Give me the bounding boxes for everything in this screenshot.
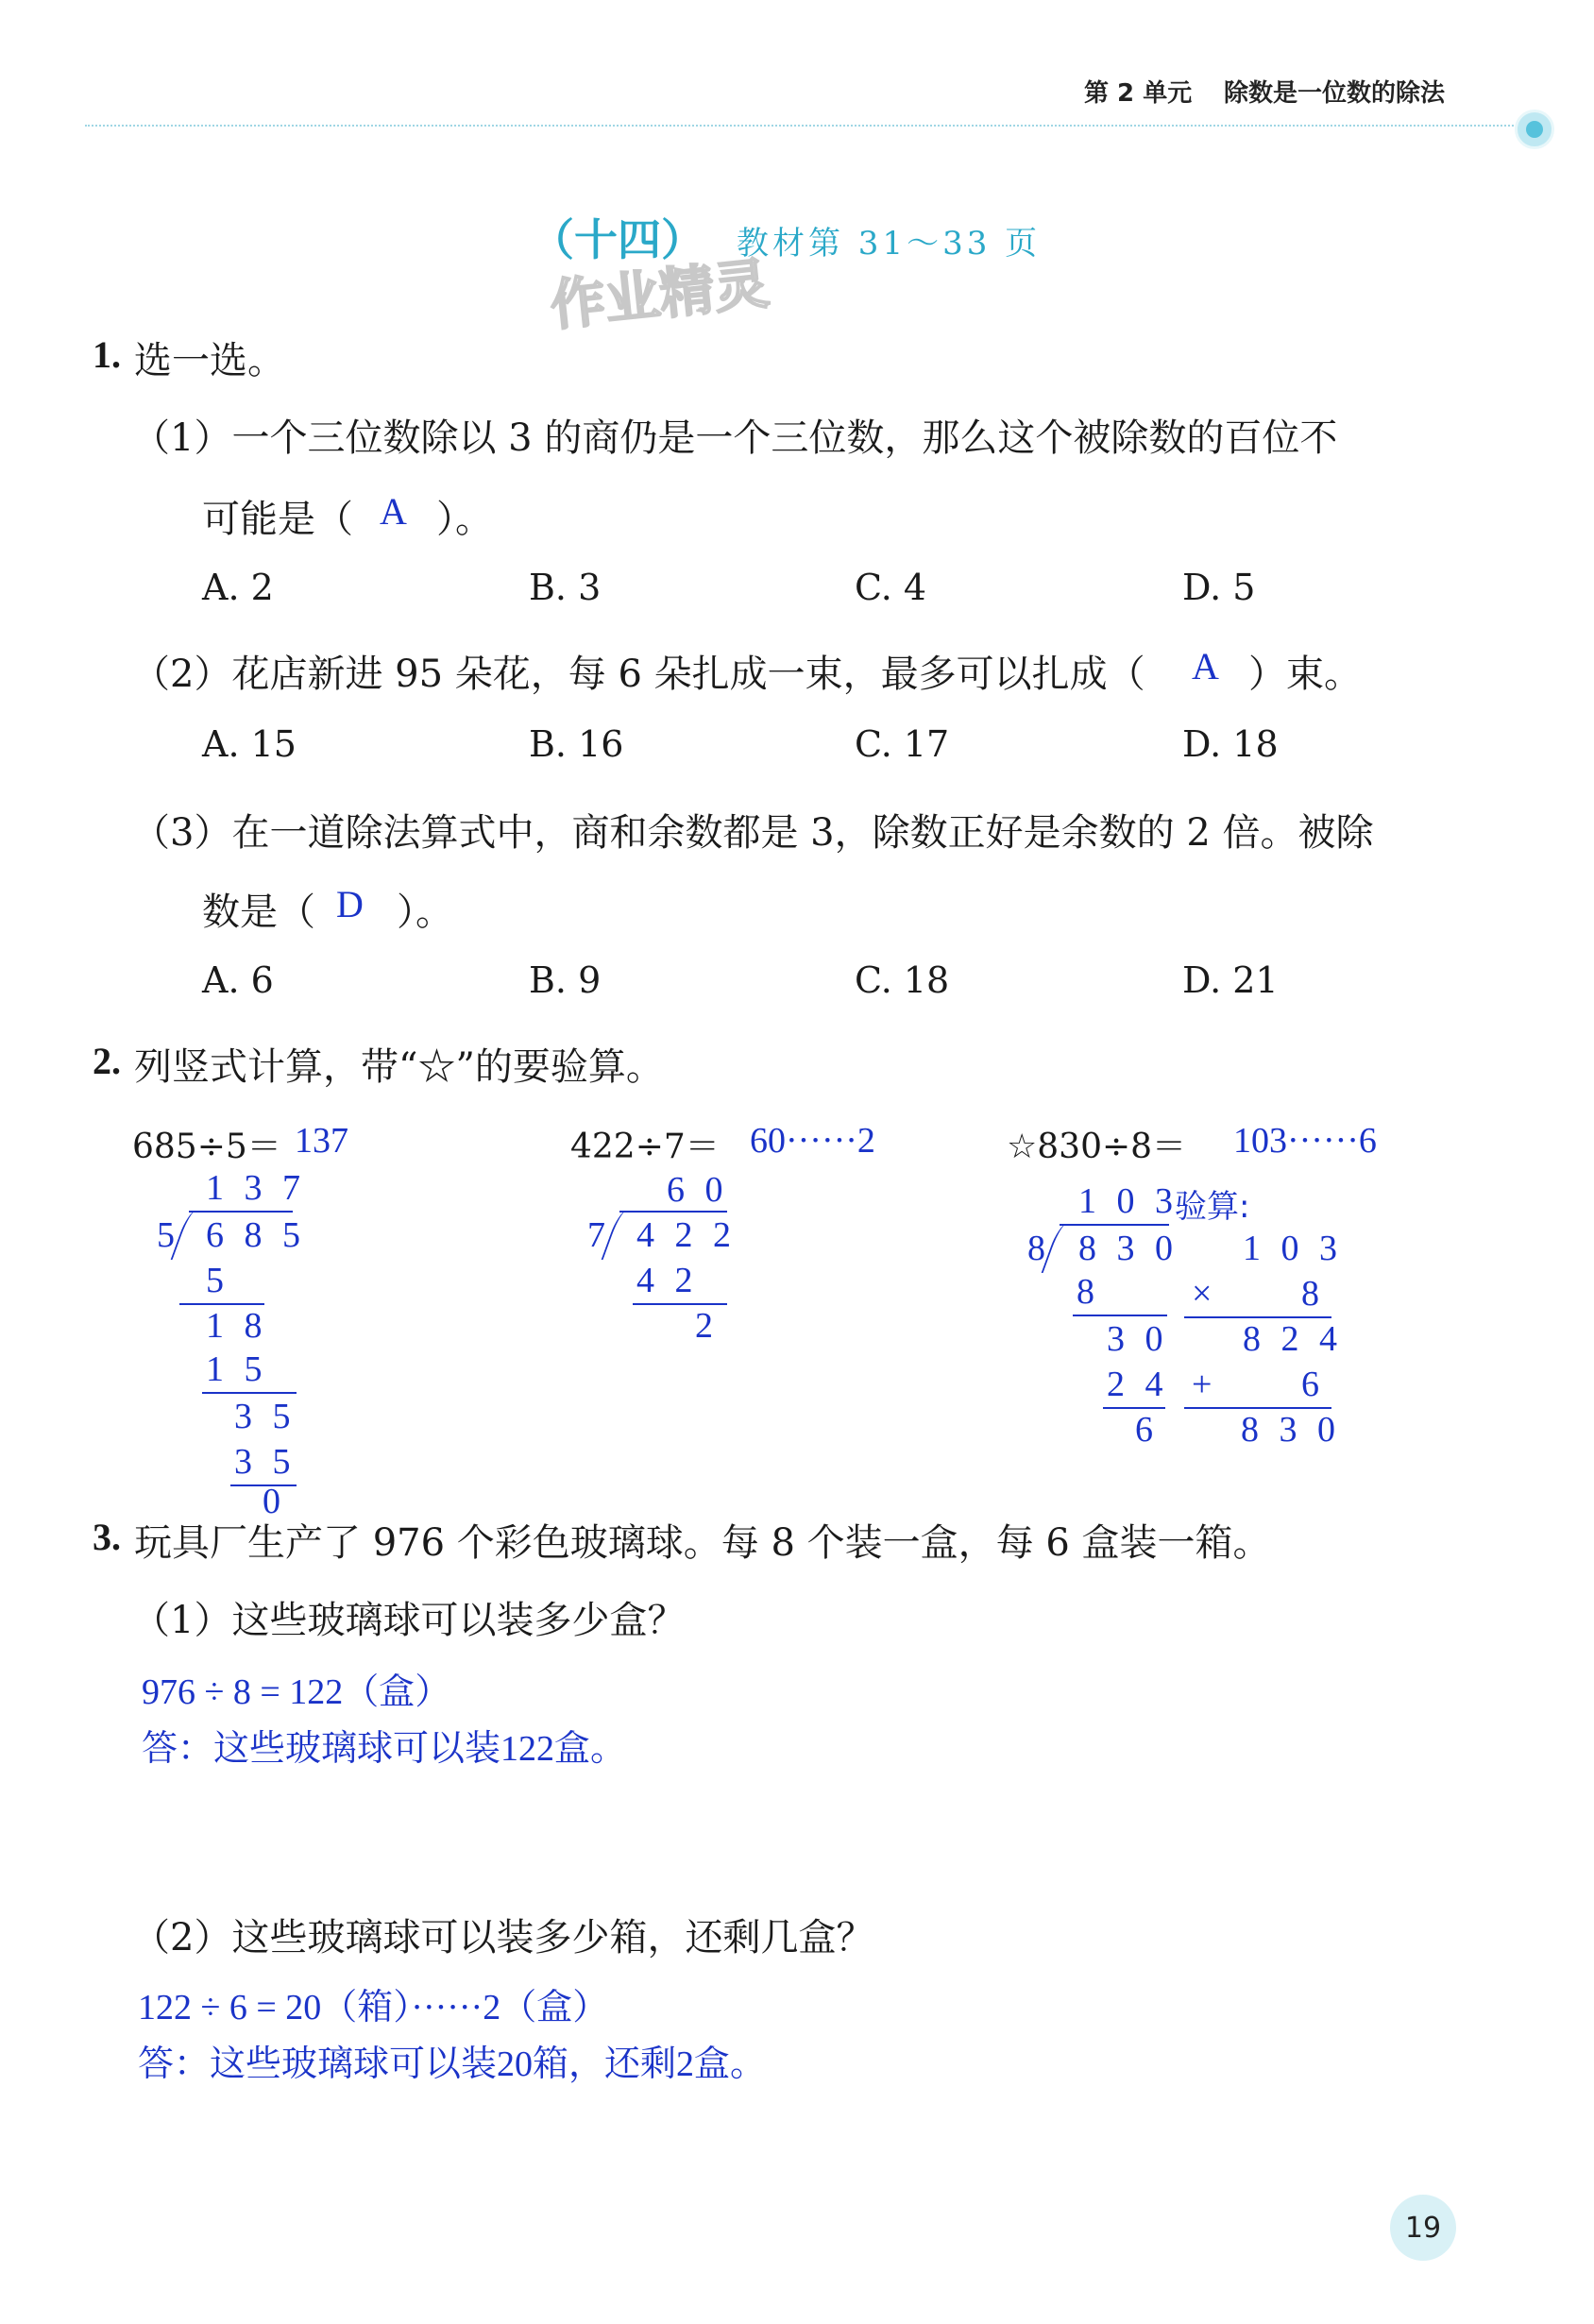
problem-2-expr: 422÷7＝ (570, 1128, 720, 1166)
item-2-stem: （2）花店新进 95 朵花，每 6 朵扎成一束，最多可以扎成（ (132, 653, 1145, 696)
problem-3-expr: ☆830÷8＝ (1007, 1128, 1187, 1166)
header-divider (85, 125, 1520, 127)
check-value: 8 2 4 (1243, 1319, 1343, 1359)
page-number: 19 (1390, 2195, 1456, 2261)
option-a: A. 15 (202, 723, 297, 765)
item-2-stem-end: ）束。 (1248, 653, 1362, 696)
item-3-stem-end: ）。 (397, 891, 453, 934)
question-title: 列竖式计算，带“☆”的要验算。 (134, 1045, 664, 1089)
step: 4 2 (636, 1261, 699, 1300)
option-b: B. 16 (529, 723, 624, 765)
unit-label: 第 2 单元 (1084, 79, 1193, 108)
step: 6 (1135, 1410, 1159, 1450)
option-c: C. 4 (855, 567, 927, 608)
check-value: 6 (1301, 1365, 1325, 1404)
item-1-stem-end: ）。 (436, 498, 493, 541)
part-2-answer: 答：这些玻璃球可以装20箱，还剩2盒。 (138, 2044, 767, 2084)
step: 3 5 (234, 1397, 297, 1436)
check-operator: × (1192, 1274, 1212, 1314)
item-3-answer: D (336, 883, 364, 925)
option-c: C. 17 (855, 723, 950, 765)
option-d: D. 21 (1182, 959, 1279, 1001)
question-number: 2. (93, 1040, 121, 1082)
divisor: 8 (1027, 1229, 1051, 1268)
check-value: 8 (1301, 1274, 1325, 1314)
check-value: 8 3 0 (1241, 1410, 1341, 1450)
question-number: 3. (93, 1516, 121, 1558)
header-circle-icon (1515, 110, 1554, 149)
part-2-equation: 122 ÷ 6 = 20（箱）······2（盒） (138, 1988, 609, 2027)
quotient: 6 0 (667, 1170, 729, 1210)
quotient: 1 3 7 (206, 1168, 306, 1208)
watermark-logo: 作业精灵 (547, 251, 772, 338)
part-1-question: （1）这些玻璃球可以装多少盒？ (132, 1599, 686, 1642)
step: 1 8 (206, 1306, 268, 1346)
item-1-answer: A (380, 490, 407, 533)
item-3-stem-cont: 数是（ (202, 891, 315, 934)
section-subtitle: 教材第 31～33 页 (737, 225, 1042, 263)
step: 5 (206, 1261, 229, 1300)
option-a: A. 6 (202, 959, 274, 1001)
part-2-question: （2）这些玻璃球可以装多少箱，还剩几盒？ (132, 1916, 874, 1959)
check-label: 验算: (1175, 1188, 1250, 1226)
option-a: A. 2 (202, 567, 274, 608)
step: 0 (263, 1482, 286, 1521)
problem-3-answer: 103······6 (1233, 1121, 1377, 1161)
question-title: 玩具厂生产了 976 个彩色玻璃球。每 8 个装一盒，每 6 盒装一箱。 (134, 1521, 1271, 1565)
option-b: B. 3 (529, 567, 602, 608)
part-1-equation: 976 ÷ 8 = 122（盒） (142, 1672, 451, 1712)
option-b: B. 9 (529, 959, 602, 1001)
step: 3 0 (1107, 1319, 1169, 1359)
unit-title: 除数是一位数的除法 (1224, 79, 1446, 108)
check-value: 1 0 3 (1243, 1229, 1343, 1268)
item-3-stem: （3）在一道除法算式中，商和余数都是 3，除数正好是余数的 2 倍。被除 (132, 811, 1374, 855)
division-bar (619, 1211, 727, 1213)
option-c: C. 18 (855, 959, 950, 1001)
check-operator: + (1192, 1365, 1212, 1404)
option-d: D. 18 (1182, 723, 1279, 765)
problem-2-answer: 60······2 (750, 1121, 875, 1161)
step-line (1073, 1315, 1167, 1316)
problem-1-expr: 685÷5＝ (132, 1128, 281, 1166)
division-bar (1060, 1224, 1169, 1226)
dividend: 8 3 0 (1078, 1229, 1179, 1268)
step: 3 5 (234, 1442, 297, 1482)
item-1-stem-cont: 可能是（ (202, 498, 353, 541)
item-2-answer: A (1192, 645, 1219, 687)
division-bar (189, 1211, 293, 1213)
option-d: D. 5 (1182, 567, 1256, 608)
divisor: 5 (157, 1215, 180, 1255)
part-1-answer: 答：这些玻璃球可以装122盒。 (142, 1729, 627, 1769)
question-number: 1. (93, 333, 121, 376)
step: 8 (1077, 1272, 1100, 1312)
item-1-stem: （1）一个三位数除以 3 的商仍是一个三位数，那么这个被除数的百位不 (132, 416, 1338, 460)
step: 2 4 (1107, 1365, 1169, 1404)
dividend: 6 8 5 (206, 1215, 306, 1255)
section-title: （十四） (531, 214, 704, 265)
step: 1 5 (206, 1349, 268, 1389)
question-title: 选一选。 (134, 339, 285, 382)
quotient: 1 0 3 (1078, 1181, 1179, 1221)
problem-1-answer: 137 (295, 1121, 348, 1161)
divisor: 7 (587, 1215, 611, 1255)
step: 2 (695, 1306, 719, 1346)
step-line (202, 1392, 297, 1394)
dividend: 4 2 2 (636, 1215, 737, 1255)
